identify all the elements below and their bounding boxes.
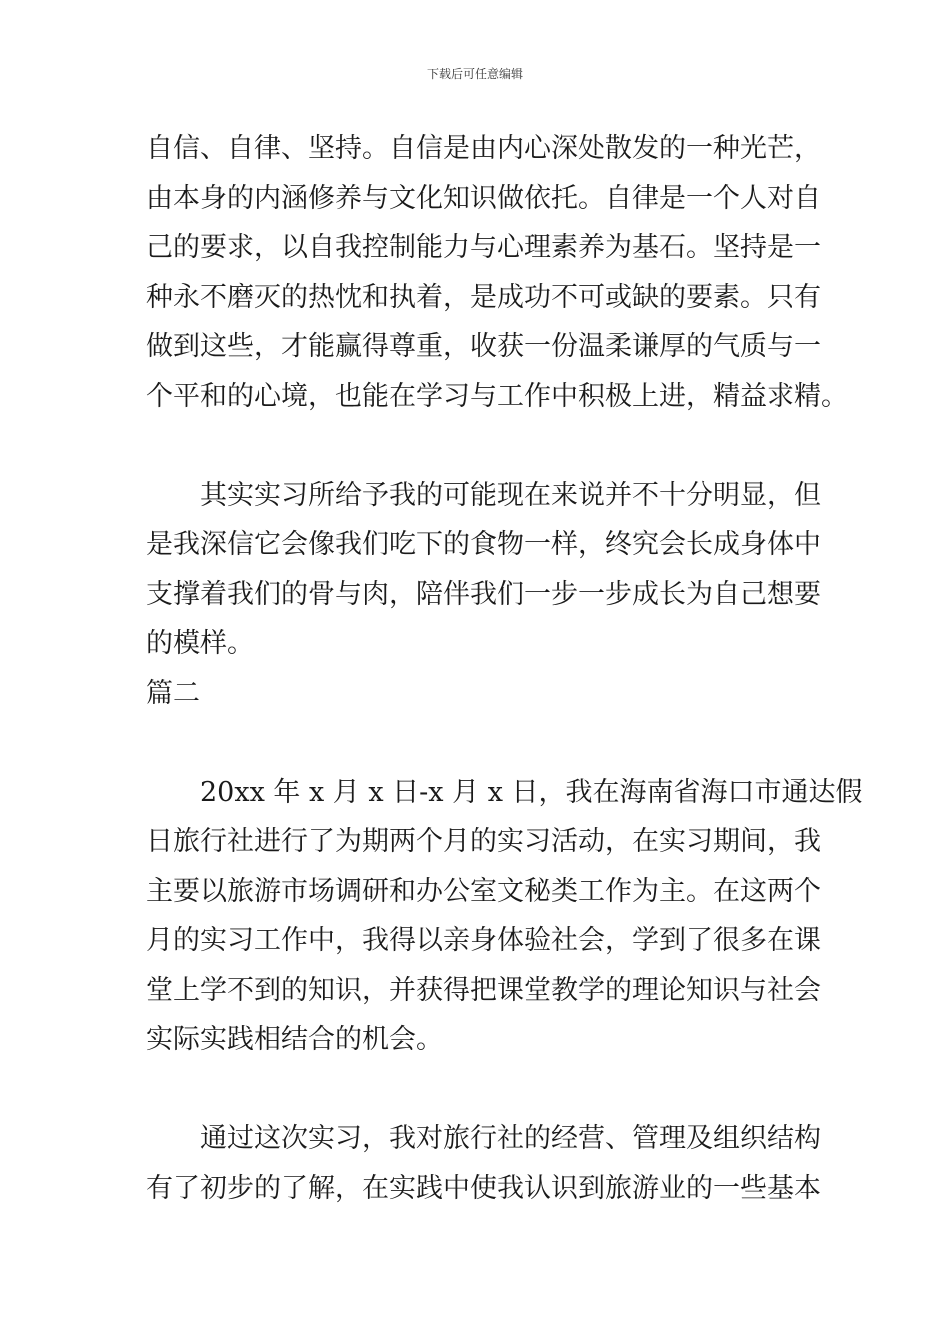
text-line: 堂上学不到的知识，并获得把课堂教学的理论知识与社会	[146, 974, 821, 1006]
text-line: 有了初步的了解，在实践中使我认识到旅游业的一些基本	[146, 1172, 821, 1204]
text-line: 实际实践相结合的机会。	[146, 1024, 443, 1055]
paragraph-spacer	[146, 421, 808, 471]
paragraph-spacer	[146, 1065, 808, 1115]
page-header: 下载后可任意编辑	[426, 67, 523, 81]
text-line: 月的实习工作中，我得以亲身体验社会，学到了很多在课	[146, 925, 821, 956]
text-line: 通过这次实习，我对旅行社的经营、管理及组织结构	[200, 1123, 821, 1154]
text-line: 个平和的心境，也能在学习与工作中积极上进，精益求精。	[146, 380, 848, 412]
paragraph	[146, 124, 848, 421]
text-line: 日旅行社进行了为期两个月的实习活动，在实习期间，我	[146, 826, 821, 857]
text-line: 支撑着我们的骨与肉，陪伴我们一步一步成长为自己想要	[146, 578, 821, 610]
text-line: 主要以旅游市场调研和办公室文秘类工作为主。在这两个	[146, 875, 821, 907]
text-line: 是我深信它会像我们吃下的食物一样，终究会长成身体中	[146, 529, 821, 560]
text-line: 做到这些，才能赢得尊重，收获一份温柔谦厚的气质与一	[146, 331, 821, 362]
text-line: 其实实习所给予我的可能现在来说并不十分明显，但	[200, 479, 821, 511]
text-line: 己的要求，以自我控制能力与心理素养为基石。坚持是一	[146, 232, 821, 263]
text-line: 20xx 年 x 月 x 日-x 月 x 日，我在海南省海口市通达假	[200, 776, 863, 808]
text-line: 的模样。	[146, 628, 254, 659]
paragraph-spacer	[146, 718, 808, 768]
document-body	[146, 124, 863, 1213]
section-heading: 篇二	[146, 677, 200, 709]
paragraph	[146, 1114, 821, 1213]
text-line: 自信、自律、坚持。自信是由内心深处散发的一种光芒，	[146, 133, 821, 164]
text-line: 由本身的内涵修养与文化知识做依托。自律是一个人对自	[146, 182, 821, 214]
paragraph	[146, 768, 863, 1065]
paragraph	[146, 471, 821, 669]
text-line: 种永不磨灭的热忱和执着，是成功不可或缺的要素。只有	[146, 281, 821, 313]
